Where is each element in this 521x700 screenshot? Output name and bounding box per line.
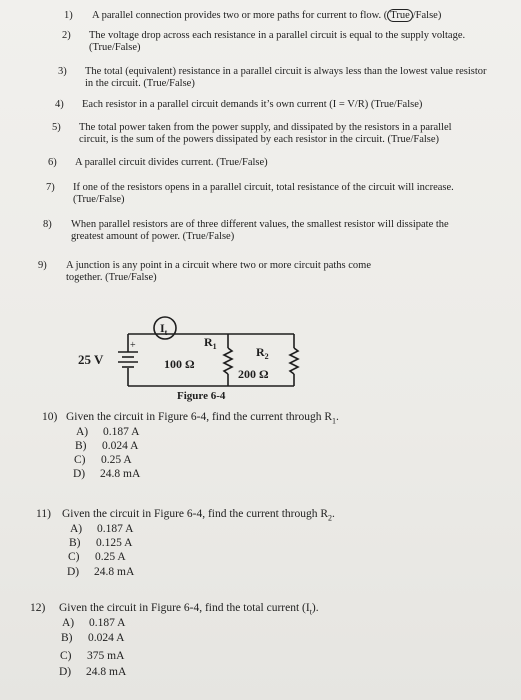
question-text: Given the circuit in Figure 6-4, find the total current (I [59, 602, 310, 614]
r2-label: $R_2$ [256, 345, 269, 361]
subscript: 1 [332, 416, 337, 426]
choice-letter: D) [73, 468, 86, 480]
question-line: together. (True/False) [66, 272, 157, 283]
question-number: 6) [48, 157, 57, 168]
question-line: (True/False) [89, 42, 141, 53]
r2-value: 200 Ω [238, 367, 269, 381]
question-9 [38, 260, 488, 286]
source-voltage-label: 25 V [78, 352, 104, 367]
r1-resistor [224, 348, 232, 374]
question-line: A junction is any point in a circuit where two or more circuit paths come [66, 260, 372, 271]
question-line: When parallel resistors are of three different values, the smallest resistor will dissipate the [71, 219, 449, 230]
choice-value: 0.187 A [89, 617, 126, 629]
choice-value: 24.8 mA [100, 468, 141, 480]
choice-value: 0.187 A [97, 523, 134, 535]
question-line: Each resistor in a parallel circuit demands it’s own current (I = V/R) (True/False) [82, 99, 423, 110]
r1-label: $R_1$ [204, 335, 217, 351]
choice-letter: D) [59, 666, 72, 678]
choice-letter: A) [62, 617, 75, 629]
question-number: 11) [36, 508, 51, 520]
battery-plus-sign: + [130, 340, 136, 351]
choice-letter: B) [75, 440, 87, 452]
choice-value: 0.187 A [103, 426, 140, 438]
choice-value: 0.024 A [102, 440, 139, 452]
question-text-tail: . [336, 411, 339, 423]
figure-caption: Figure 6-4 [177, 390, 226, 402]
question-3 [58, 66, 508, 92]
choice-value: 24.8 mA [86, 666, 127, 678]
question-text: A parallel connection provides two or more paths for current to flow. ( [92, 10, 388, 21]
choice-letter: C) [68, 551, 80, 563]
question-number: 12) [30, 602, 46, 614]
question-number: 7) [46, 182, 55, 193]
choice-letter: D) [67, 566, 80, 578]
it-label: $I_t$ [160, 321, 168, 337]
question-text-tail: /False) [412, 10, 442, 21]
choice-letter: A) [70, 523, 83, 535]
r1-value: 100 Ω [164, 357, 195, 371]
question-12 [30, 602, 480, 618]
choice-value: 0.125 A [96, 537, 133, 549]
question-10 [42, 411, 492, 427]
question-6 [48, 157, 488, 171]
circuit-figure [70, 312, 310, 402]
choice-letter: A) [76, 426, 89, 438]
choice-value: 0.024 A [88, 632, 125, 644]
question-number: 8) [43, 219, 52, 230]
question-line: The voltage drop across each resistance in a parallel circuit is equal to the supply voltage. [89, 30, 466, 41]
question-line: The total power taken from the power supply, and dissipated by the resistors in a parallel [79, 122, 452, 133]
choice-letter: B) [69, 537, 81, 549]
question-5 [52, 122, 502, 148]
question-number: 2) [62, 30, 71, 41]
circled-answer: True [387, 9, 412, 22]
question-line: circuit, is the sum of the powers dissipated by each resistor in the circuit. (True/False) [79, 134, 440, 145]
choice-value: 0.25 A [95, 551, 126, 563]
question-text: Given the circuit in Figure 6-4, find the current through R [62, 508, 329, 520]
question-text-tail: . [332, 508, 335, 520]
question-7 [46, 182, 496, 208]
question-line: A parallel circuit divides current. (True/False) [75, 157, 268, 168]
choice-value: 0.25 A [101, 454, 132, 466]
question-2 [62, 30, 502, 56]
question-number: 10) [42, 411, 58, 423]
subscript: t [309, 607, 312, 617]
question-line: The total (equivalent) resistance in a parallel circuit is always less than the lowest value resistor [85, 66, 487, 77]
subscript: 2 [328, 513, 333, 523]
question-text: Given the circuit in Figure 6-4, find the current through R [66, 411, 333, 423]
question-number: 1) [64, 10, 73, 21]
question-line: greatest amount of power. (True/False) [71, 231, 235, 242]
question-8 [43, 219, 493, 245]
question-11 [36, 508, 486, 524]
question-line: (True/False) [73, 194, 125, 205]
question-number: 9) [38, 260, 47, 271]
choice-value: 24.8 mA [94, 566, 135, 578]
question-line: in the circuit. (True/False) [85, 78, 195, 89]
question-4 [55, 99, 495, 113]
question-line: If one of the resistors opens in a parallel circuit, total resistance of the circuit will increase. [73, 182, 454, 193]
question-number: 3) [58, 66, 67, 77]
choice-value: 375 mA [87, 650, 125, 662]
question-number: 5) [52, 122, 61, 133]
question-number: 4) [55, 99, 64, 110]
question-text-tail: ). [311, 602, 319, 614]
choice-letter: B) [61, 632, 73, 644]
choice-letter: C) [74, 454, 86, 466]
question-1 [64, 10, 504, 24]
choice-letter: C) [60, 650, 72, 662]
r2-resistor [290, 348, 298, 374]
